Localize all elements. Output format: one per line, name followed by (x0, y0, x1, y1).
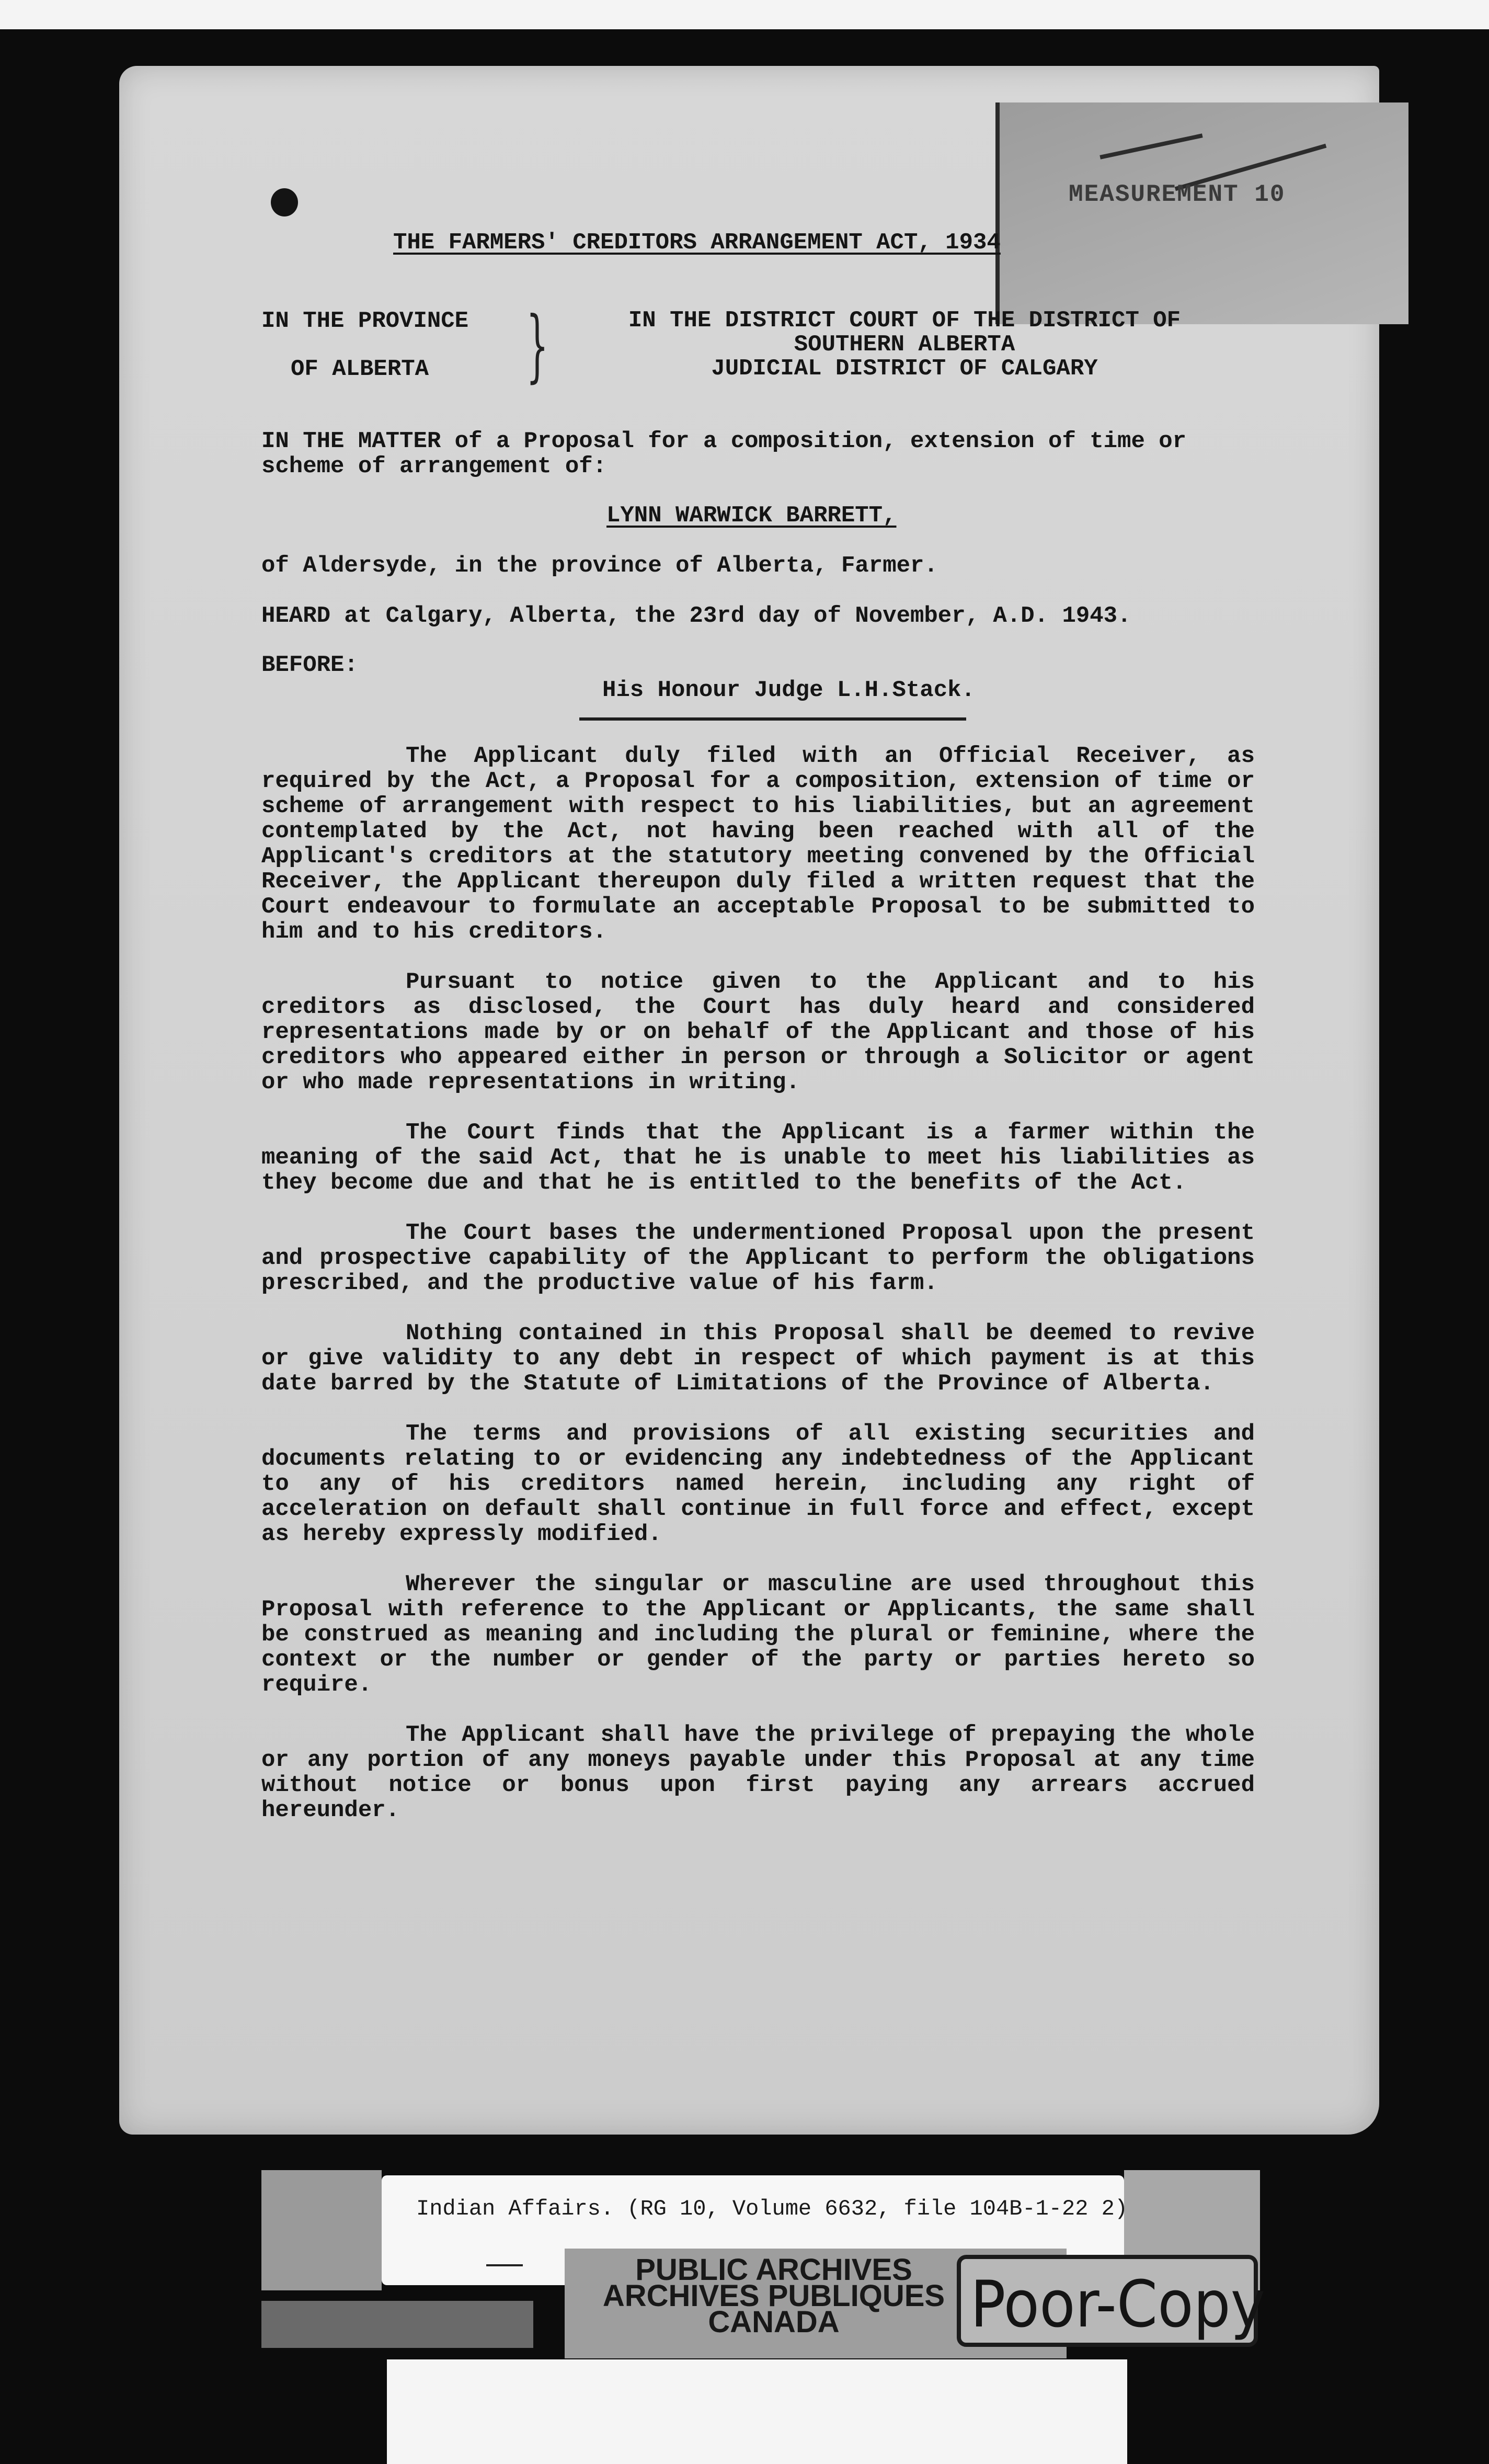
poor-copy-stamp (957, 2255, 1265, 2347)
province-line: OF ALBERTA (291, 356, 429, 382)
hearing-line: HEARD at Calgary, Alberta, the 23rd day of November, A.D. 1943. (261, 603, 1131, 629)
bottom-label (387, 2359, 1127, 2464)
paragraph: The Court finds that the Applicant is a farmer within the meaning of the said Act, that he is unable to meet his liabilities as they become due and that he is entitled to the benefits of the Act. (261, 1120, 1255, 1196)
archives-line: CANADA (708, 2305, 840, 2339)
court-line: JUDICIAL DISTRICT OF CALGARY (711, 356, 1098, 382)
before-label: BEFORE: (261, 652, 358, 678)
paragraph: The terms and provisions of all existing securities and documents relating to or evidencing any indebtedness of the Applicant to any of his creditors named herein, including any right of acceleration on default shall continue in full force and effect, except as hereby expressly modified. (261, 1421, 1255, 1547)
province-line: IN THE PROVINCE (261, 308, 469, 334)
paragraph: The Applicant duly filed with an Official Receiver, as required by the Act, a Proposal for a composition, extension of time or scheme of arrangement with respect to his liabilities, but an agreement contemplated by the Act, not having been reached with all of the Applicant's creditors at the statutory meeting convened by the Official Receiver, the Applicant thereupon duly filed a written request that the Court endeavour to formulate an acceptable Proposal to be submitted to him and to his creditors. (261, 743, 1255, 945)
paragraph: Wherever the singular or masculine are used throughout this Proposal with reference to the Applicant or Applicants, the same shall be construed as meaning and including the plural or feminine, where the context or the number or gender of the party or parties hereto so require. (261, 1571, 1255, 1698)
applicant-residence: of Aldersyde, in the province of Alberta, Farmer. (261, 553, 938, 579)
matter-intro: IN THE MATTER of a Proposal for a composition, extension of time or scheme of arrangement of: (261, 428, 1187, 480)
archives-stamp (586, 2253, 962, 2339)
dash-mark (486, 2264, 523, 2266)
court-line: SOUTHERN ALBERTA (794, 332, 1015, 358)
act-title: THE FARMERS' CREDITORS ARRANGEMENT ACT, 1934 (393, 230, 1001, 256)
stamp-text: MEASUREMENT 10 (1069, 181, 1286, 208)
paragraph: The Court bases the undermentioned Proposal upon the present and prospective capability of the Applicant to perform the obligations prescribed, and the productive value of his farm. (261, 1220, 1255, 1296)
top-margin (0, 0, 1489, 29)
judge-name: His Honour Judge L.H.Stack. (602, 677, 975, 703)
divider (579, 717, 966, 721)
handwritten-mark (1099, 133, 1202, 159)
paragraph: Nothing contained in this Proposal shall be deemed to revive or give validity to any debt in respect of which payment is at this date barred by the Statute of Limitations of the Province of Alberta. (261, 1320, 1255, 1397)
paragraph: The Applicant shall have the privilege of prepaying the whole or any portion of any moneys payable under this Proposal at any time without notice or bonus upon first paying any arrears accrued hereunder. (261, 1722, 1255, 1823)
archive-reference: Indian Affairs. (RG 10, Volume 6632, file 104B-1-22 2) (416, 2196, 1128, 2221)
stamp-tab (995, 102, 1408, 324)
archives-line: PUBLIC ARCHIVES (635, 2253, 912, 2287)
poor-copy-text: Poor-Copy (970, 2267, 1265, 2342)
film-edge (261, 2301, 533, 2348)
punch-hole (271, 188, 298, 216)
archives-line: ARCHIVES PUBLIQUES (602, 2279, 945, 2313)
brace: } (526, 300, 549, 391)
court-heading (575, 309, 1234, 381)
province-heading (261, 309, 491, 382)
paragraph: Pursuant to notice given to the Applicant and to his creditors as disclosed, the Court has duly heard and considered representations made by or on behalf of the Applicant and those of his creditors who appeared either in person or through a Solicitor or agent or who made representations in writing. (261, 969, 1255, 1096)
proposal-paragraphs (261, 744, 1255, 1848)
film-edge (261, 2170, 382, 2290)
applicant-name: LYNN WARWICK BARRETT, (606, 503, 897, 529)
court-line: IN THE DISTRICT COURT OF THE DISTRICT OF (628, 307, 1181, 334)
